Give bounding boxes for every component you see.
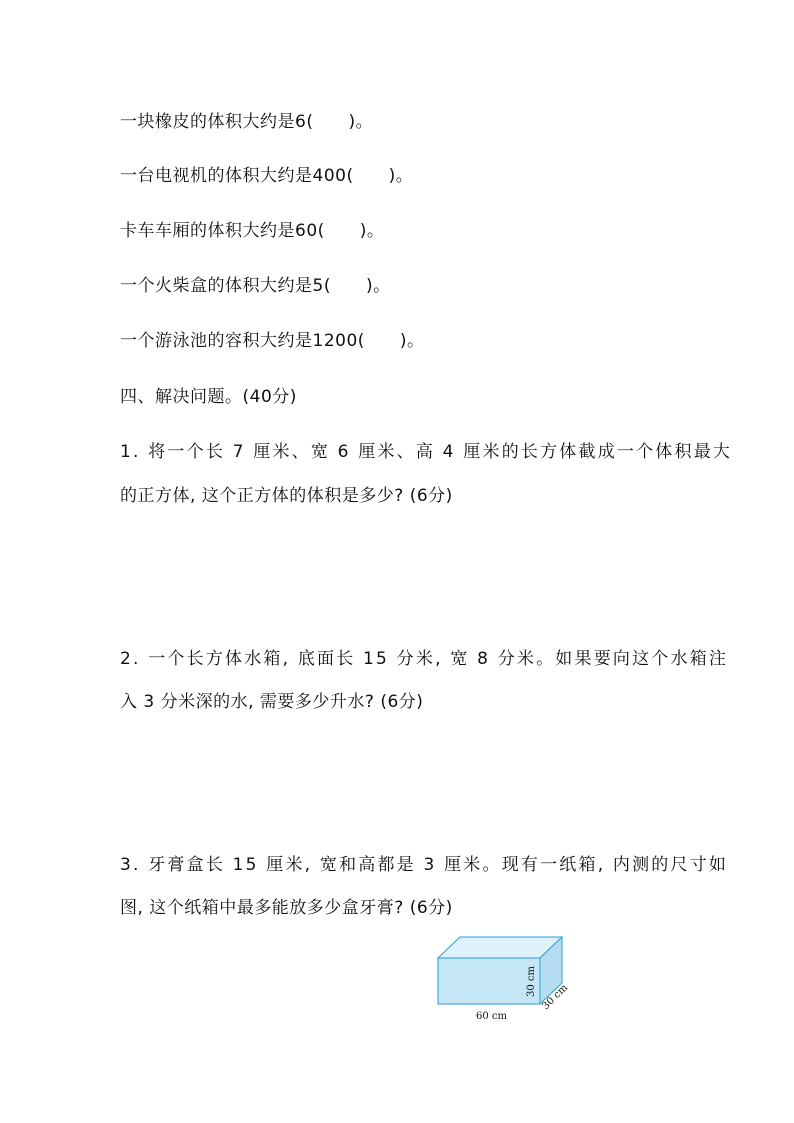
- question-3-line-2: 图, 这个纸箱中最多能放多少盒牙膏? (6分): [120, 898, 453, 918]
- question-3-line-1: 3. 牙膏盒长 15 厘米, 宽和高都是 3 厘米。现有一纸箱, 内测的尺寸如: [120, 855, 729, 875]
- box-height-label: 30 cm: [526, 966, 537, 997]
- fill-blank-line-4: 一个火柴盒的体积大约是5( )。: [120, 276, 391, 296]
- fill-blank-line-1: 一块橡皮的体积大约是6( )。: [120, 112, 374, 132]
- box-length-label: 60 cm: [476, 1011, 507, 1022]
- box-figure: [436, 935, 576, 1025]
- question-2-line-1: 2. 一个长方体水箱, 底面长 15 分米, 宽 8 分米。如果要向这个水箱注: [120, 649, 729, 669]
- box-front-face: [438, 958, 540, 1004]
- question-1-line-2: 的正方体, 这个正方体的体积是多少? (6分): [120, 486, 453, 506]
- section-title: 四、解决问题。(40分): [120, 387, 297, 407]
- fill-blank-line-3: 卡车车厢的体积大约是60( )。: [120, 221, 385, 241]
- box-width-label: 30 cm: [540, 982, 571, 1013]
- fill-blank-line-5: 一个游泳池的容积大约是1200( )。: [120, 331, 425, 351]
- fill-blank-line-2: 一台电视机的体积大约是400( )。: [120, 166, 414, 186]
- question-1-line-1: 1. 将一个长 7 厘米、宽 6 厘米、高 4 厘米的长方体截成一个体积最大: [120, 442, 733, 462]
- question-2-line-2: 入 3 分米深的水, 需要多少升水? (6分): [120, 692, 424, 712]
